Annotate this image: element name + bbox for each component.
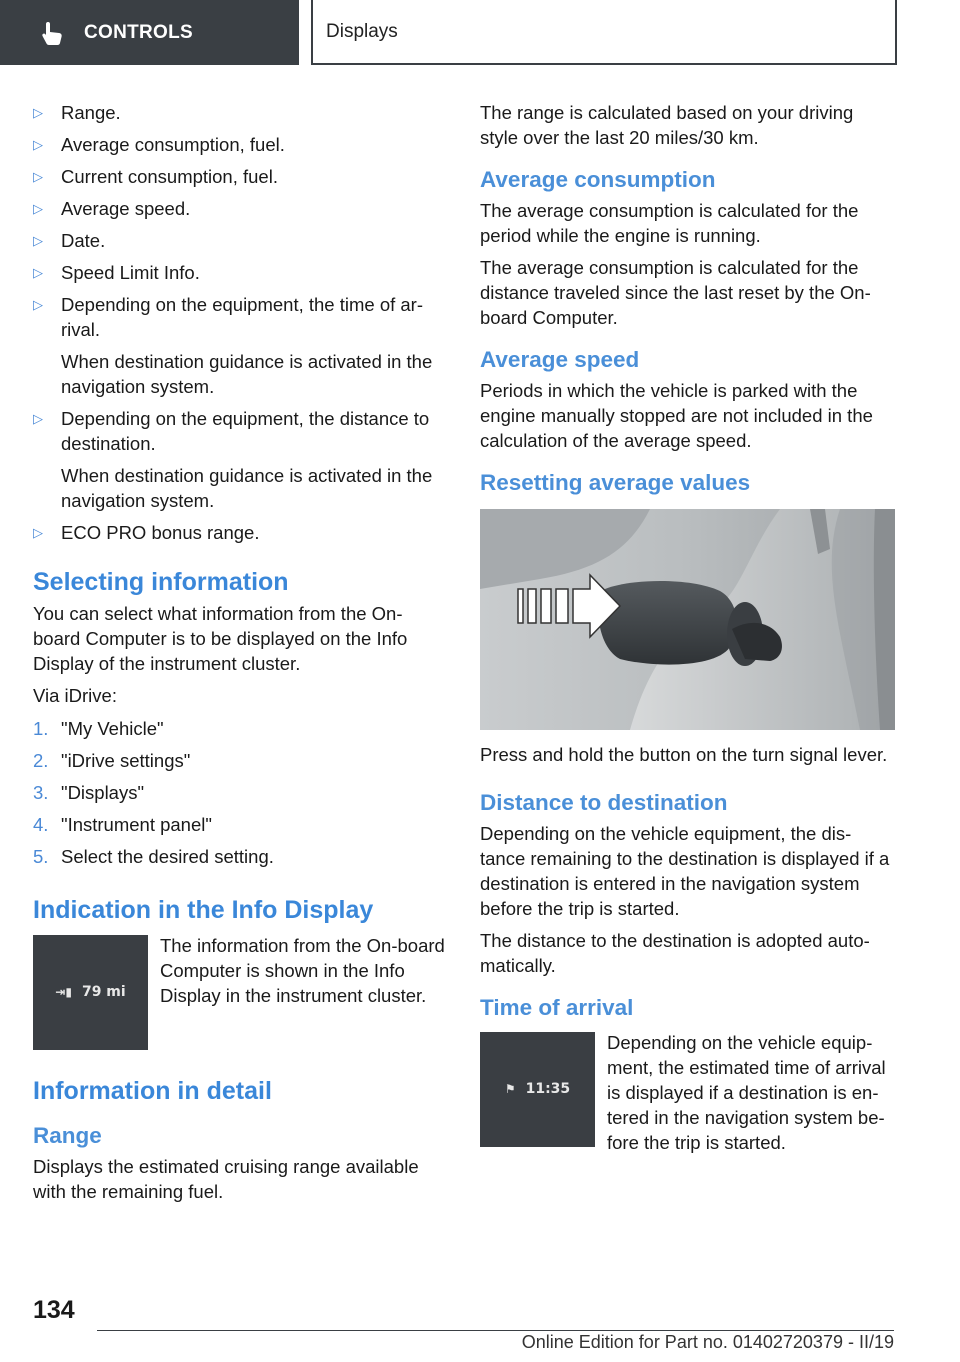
bullet-item	[33, 406, 448, 513]
triangle-bullet-icon: ▷	[33, 411, 43, 426]
step-item	[33, 780, 448, 805]
avg-speed-p1: Periods in which the vehicle is parked with the engine manually stopped are not included in the calculation of the average speed.	[480, 380, 873, 451]
indication-para: The information from the On-board Computer is shown in the Info Display in the instrument cluster.	[160, 935, 445, 1006]
bullet-text: Depending on the equipment, the time of ar-rival.	[61, 294, 424, 340]
step-item	[33, 748, 448, 773]
section-tab	[311, 0, 897, 65]
distance-heading: Distance to destination	[480, 790, 728, 815]
avg-consumption-p2: The average consumption is calculated for the distance traveled since the last reset by the On-board Computer.	[480, 257, 871, 328]
triangle-bullet-icon: ▷	[33, 233, 43, 248]
triangle-bullet-icon: ▷	[33, 169, 43, 184]
triangle-bullet-icon: ▷	[33, 105, 43, 120]
indication-heading: Indication in the Info Display	[33, 896, 374, 924]
footer-divider	[97, 1330, 894, 1331]
bullet-item	[33, 196, 448, 221]
indication-block	[33, 933, 448, 1060]
detail-heading: Information in detail	[33, 1077, 272, 1105]
step-text: Select the desired setting.	[61, 846, 274, 867]
bullet-text: Current consumption, fuel.	[61, 166, 278, 187]
bullet-text: Range.	[61, 102, 121, 123]
hand-pointer-icon	[40, 20, 64, 46]
footer-edition: Online Edition for Part no. 01402720379 - II/19	[521, 1332, 894, 1352]
triangle-bullet-icon: ▷	[33, 201, 43, 216]
distance-p2: The distance to the destination is adopted auto-matically.	[480, 930, 870, 976]
step-item	[33, 716, 448, 741]
avg-consumption-p1: The average consumption is calculated for the period while the engine is running.	[480, 200, 859, 246]
via-idrive: Via iDrive:	[33, 685, 117, 706]
step-text: "Instrument panel"	[61, 814, 212, 835]
page-number: 134	[33, 1296, 75, 1324]
range-heading: Range	[33, 1123, 102, 1148]
bullet-item	[33, 100, 448, 125]
bullet-item	[33, 520, 448, 545]
step-text: "My Vehicle"	[61, 718, 164, 739]
bullet-text: Average consumption, fuel.	[61, 134, 285, 155]
step-number: 3.	[33, 782, 49, 803]
step-text: "Displays"	[61, 782, 145, 803]
bullet-item	[33, 260, 448, 285]
step-number: 5.	[33, 846, 49, 867]
turn-signal-lever-image	[480, 509, 895, 730]
right-column	[480, 100, 895, 1162]
bullet-text: Date.	[61, 230, 106, 251]
arrival-para: Depending on the vehicle equip-ment, the estimated time of arrival is displayed if a destination is en-tered in the navigation system be-fore the trip is started.	[607, 1032, 886, 1153]
bullet-item	[33, 132, 448, 157]
step-number: 4.	[33, 814, 49, 835]
bullet-text: Average speed.	[61, 198, 191, 219]
triangle-bullet-icon: ▷	[33, 265, 43, 280]
step-item	[33, 844, 448, 869]
avg-consumption-heading: Average consumption	[480, 167, 716, 192]
bullet-text: ECO PRO bonus range.	[61, 522, 260, 543]
step-number: 2.	[33, 750, 49, 771]
bullet-subtext: When destination guidance is activated in the navigation system.	[61, 465, 433, 511]
arrival-heading: Time of arrival	[480, 995, 634, 1020]
chapter-tab	[0, 0, 299, 65]
avg-speed-heading: Average speed	[480, 347, 640, 372]
section-title: Displays	[326, 20, 398, 42]
steps-list	[33, 716, 448, 869]
triangle-bullet-icon: ▷	[33, 137, 43, 152]
range-calc-para: The range is calculated based on your driving style over the last 20 miles/30 km.	[480, 102, 854, 148]
range-display-image	[33, 935, 148, 1050]
arrival-display-value: 11:35	[525, 1081, 571, 1097]
resetting-heading: Resetting average values	[480, 470, 751, 495]
flag-icon: ⚑	[504, 1082, 516, 1096]
bullet-text: Depending on the equipment, the distance to destination.	[61, 408, 430, 454]
selecting-para: You can select what information from the On-board Computer is to be displayed on the Info Display of the instrument cluster.	[33, 603, 408, 674]
step-text: "iDrive settings"	[61, 750, 191, 771]
step-item	[33, 812, 448, 837]
range-para: Displays the estimated cruising range available with the remaining fuel.	[33, 1156, 419, 1202]
arrival-block	[480, 1030, 895, 1162]
selecting-heading: Selecting information	[33, 568, 289, 596]
info-bullet-list	[33, 100, 448, 545]
bullet-item	[33, 228, 448, 253]
bullet-text: Speed Limit Info.	[61, 262, 200, 283]
resetting-caption: Press and hold the button on the turn signal lever.	[480, 744, 888, 765]
chapter-title: CONTROLS	[84, 21, 194, 43]
range-display-value: 79 mi	[81, 984, 126, 1000]
arrival-display-image	[480, 1032, 595, 1147]
bullet-subtext: When destination guidance is activated in the navigation system.	[61, 351, 433, 397]
step-number: 1.	[33, 718, 49, 739]
distance-p1: Depending on the vehicle equipment, the dis-tance remaining to the destination is displayed if a destination is entered in the navigation system before the trip is started.	[480, 823, 890, 919]
bullet-item	[33, 164, 448, 189]
left-column	[33, 100, 448, 1211]
bullet-item	[33, 292, 448, 399]
triangle-bullet-icon: ▷	[33, 297, 43, 312]
fuel-pump-icon: ⇥▮	[55, 985, 72, 999]
triangle-bullet-icon: ▷	[33, 525, 43, 540]
